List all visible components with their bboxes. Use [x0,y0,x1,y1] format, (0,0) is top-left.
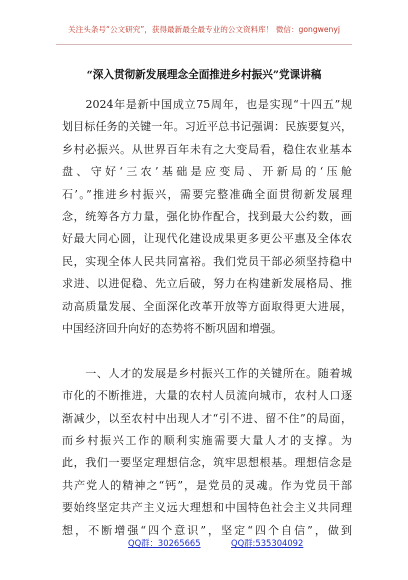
header-banner: 关注头条号“公文研究”，获得最新最全最专业的公文资料库！ 微信：gongwenyj [68,25,340,34]
text-line: 盘、守好‘三农’基础是应变局、开新局的‘压舱 [62,165,352,179]
qq-group-link-1[interactable]: QQ群：30265665 [128,538,201,548]
text-line: 乡村必振兴。从世界百年未有之大变局看，稳住农业基本 [62,142,352,156]
text-line: 想，不断增强“四个意识”，坚定“四个自信”，做到 [62,523,352,537]
text-line: 此，我们一要坚定理想信念，筑牢思想根基。理想信念是 [62,456,352,470]
text-line: 一、人才的发展是乡村振兴工作的关键所在。随着城 [62,366,352,380]
text-line: 好最大同心圆，让现代化建设成果更多更公平惠及全体农 [62,232,352,246]
text-line: 市化的不断推进，大量的农村人员流向城市，农村人口逐 [62,389,352,403]
text-line: 求进、以进促稳、先立后破，努力在构建新发展格局、推 [62,277,352,291]
paragraph-spacer [62,340,352,363]
text-line: 念，统筹各方力量，强化协作配合，找到最大公约数，画 [62,209,352,223]
text-line: 渐减少，以至农村中出现人才“引不进、留不住”的局面， [62,411,352,425]
paragraph-2 [62,363,352,542]
paragraph-1 [62,94,352,340]
text-line: 中国经济回升向好的态势将不断巩固和增强。 [62,321,282,335]
text-line: 动高质量发展、全面深化改革开放等方面取得更大进展， [62,299,352,313]
text-line: 划目标任务的关键一年。习近平总书记强调：民族要复兴， [62,120,352,134]
text-line: 而乡村振兴工作的顺利实施需要大量人才的支撑。为 [62,434,352,448]
header-divider [56,44,352,45]
text-line: 共产党人的精神之“钙”，是党员的灵魂。作为党员干部 [62,478,352,492]
text-line: 石’。”推进乡村振兴，需要完整准确全面贯彻新发展理 [62,187,352,201]
text-line: 要始终坚定共产主义远大理想和中国特色社会主义共同理 [62,501,352,515]
text-line: 民，实现全体人民共同富裕。我们党员干部必须坚持稳中 [62,254,352,268]
text-line: 2024年是新中国成立75周年，也是实现“十四五”规 [62,98,352,111]
document-body [62,94,352,542]
qq-group-link-2[interactable]: QQ群:535304092 [231,538,304,548]
document-title: “深入贯彻新发展理念全面推进乡村振兴”党课讲稿 [86,69,322,81]
